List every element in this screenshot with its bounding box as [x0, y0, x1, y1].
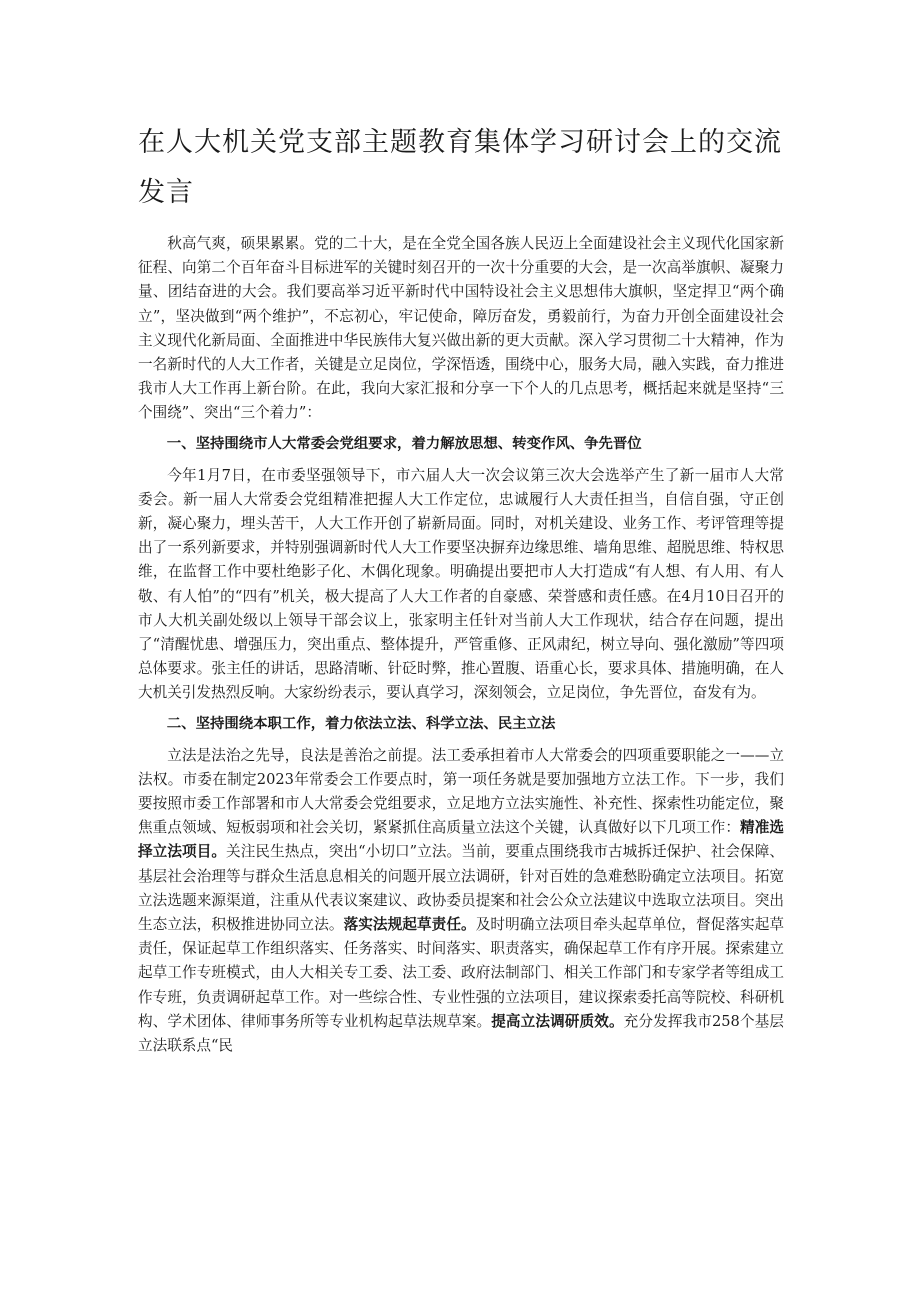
intro-paragraph: 秋高气爽，硕果累累。党的二十大，是在全党全国各族人民迈上全面建设社会主义现代化国家新征程、向第二个百年奋斗目标进军的关键时刻召开的一次十分重要的大会，是一次高举旗帜、凝聚力量、团结奋进的大会。我们要高举习近平新时代中国特设社会主义思想伟大旗帜，坚定捍卫“两个确立”，坚决做到“两个维护”，不忘初心，牢记使命，障厉奋发，勇毅前行，为奋力开创全面建设社会主义现代化新局面、全面推进中华民族伟大复兴做出新的更大贡献。深入学习贯彻二十大精神，作为一名新时代的人大工作者，关键是立足岗位，学深悟透，围绕中心，服务大局，融入实践，奋力推进我市人大工作再上新台阶。在此，我向大家汇报和分享一下个人的几点思考，概括起来就是坚持“三个围绕”、突出“三个着力”： — [138, 235, 784, 422]
section-2-text-d: 充分发挥我市258个基层立法联系点“民 — [138, 1012, 784, 1055]
section-2-text-b: 关注民生热点，突出“小切口”立法。当前，要重点围绕我市古城拆迁保护、社会保障、基层社会治理等与群众生活息息相关的问题开展立法调研，针对百姓的急难愁盼确定立法项目。拓宽立法选题来源渠道，注重从代表议案建议、政协委员提案和社会公众立法建议中选取立法项目。突出生态立法，积极推进协同立法。 — [138, 843, 784, 934]
bold-item-drafting-responsibility: 落实法规起草责任。 — [343, 916, 476, 934]
document-title: 在人大机关党支部主题教育集体学习研讨会上的交流发言 — [138, 127, 782, 208]
document-page — [138, 118, 784, 1058]
section-1-paragraph: 今年1月7日，在市委坚强领导下，市六届人大一次会议第三次大会选举产生了新一届市人大常委会。新一届人大常委会党组精准把握人大工作定位，忠诚履行人大责任担当，自信自强，守正创新，凝心聚力，埋头苦干，人大工作开创了崭新局面。同时，对机关建设、业务工作、考评管理等提出了一系列新要求，并特别强调新时代人大工作要坚决摒弃边缘思维、墙角思维、超脱思维、特权思维，在监督工作中要杜绝影子化、木偶化现象。明确提出要把市人大打造成“有人想、有人用、有人敬、有人怕”的“四有”机关，极大提高了人大工作者的自豪感、荣誉感和责任感。在4月10日召开的市人大机关副处级以上领导干部会议上，张家明主任针对当前人大工作现状，结合存在问题，提出了“清醒忧患、增强压力，突出重点、整体提升，严管重修、正风肃纪，树立导向、强化激励”等四项总体要求。张主任的讲话，思路清晰、针砭时弊，推心置腹、语重心长，要求具体、措施明确，在人大机关引发热烈反响。大家纷纷表示，要认真学习，深刻领会，立足岗位，争先晋位，奋发有为。 — [138, 466, 784, 702]
section-2-paragraph — [138, 744, 784, 1059]
section-1-heading: 一、坚持围绕市人大常委会党组要求，着力解放思想、转变作风、争先晋位 — [166, 435, 642, 452]
section-2-heading: 二、坚持围绕本职工作，着力依法立法、科学立法、民主立法 — [166, 715, 556, 732]
bold-item-select-projects: 精准选择立法项目。 — [138, 819, 784, 861]
bold-item-research-quality: 提高立法调研质效。 — [491, 1012, 624, 1030]
section-2-text-a: 立法是法治之先导，良法是善治之前提。法工委承担着市人大常委会的四项重要职能之一——立法权。市委在制定2023年常委会工作要点时，第一项任务就是要加强地方立法工作。下一步，我们要按照市委工作部署和市人大常委会党组要求，立足地方立法实施性、补充性、探索性功能定位，聚焦重点领域、短板弱项和社会关切，紧紧抓住高质量立法这个关键，认真做好以下几项工作： — [138, 746, 784, 837]
section-2-text-c: 及时明确立法项目牵头起草单位，督促落实起草责任，保证起草工作组织落实、任务落实、时间落实、职责落实，确保起草工作有序开展。探索建立起草工作专班模式，由人大相关专工委、法工委、政府法制部门、相关工作部门和专家学者等组成工作专班，负责调研起草工作。对一些综合性、专业性强的立法项目，建议探索委托高等院校、科研机构、学术团体、律师事务所等专业机构起草法规草案。 — [138, 916, 784, 1030]
